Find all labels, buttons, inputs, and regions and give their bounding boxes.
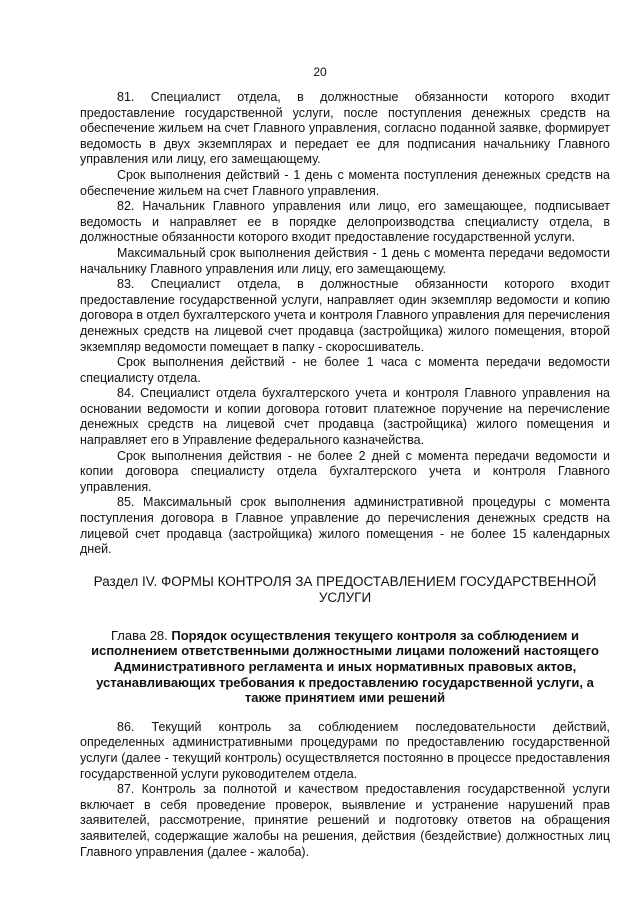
section-title: Раздел IV. ФОРМЫ КОНТРОЛЯ ЗА ПРЕДОСТАВЛЕНИЕМ ГОСУДАРСТВЕННОЙ УСЛУГИ	[93, 573, 597, 605]
paragraph-84: 84. Специалист отдела бухгалтерского учета и контроля Главного управления на основании ведомости и копии договора готовит платежное поручение на перечисление денежных средств на лицевой счет продавца (застройщика) жилого помещения и направляет его в Управление федерального казначейства.	[80, 386, 610, 448]
chapter-title: Порядок осуществления текущего контроля за соблюдением и исполнением ответственными должностными лицами положений настоящего Административного регламента и иных нормативных правовых актов, устанавливающих требования к предоставлению государственной услуги, а также принятием ими решений	[91, 627, 599, 706]
document-body	[80, 90, 610, 860]
page-number: 20	[313, 65, 327, 79]
paragraph-83-deadline: Срок выполнения действий - не более 1 часа с момента передачи ведомости специалисту отдела.	[80, 355, 610, 385]
chapter-prefix: Глава 28.	[110, 627, 172, 643]
paragraph-85: 85. Максимальный срок выполнения административной процедуры с момента поступления договора в Главное управление до перечисления денежных средств на лицевой счет продавца (застройщика) жилого помещения - не более 15 календарных дней.	[80, 495, 610, 557]
chapter-heading	[80, 628, 610, 706]
paragraph-86: 86. Текущий контроль за соблюдением последовательности действий, определенных административными процедурами по предоставлению государственной услуги (далее - текущий контроль) осуществляется постоянно в процессе предоставления государственной услуги руководителем отдела.	[80, 719, 610, 781]
paragraph-83: 83. Специалист отдела, в должностные обязанности которого входит предоставление государственной услуги, направляет один экземпляр ведомости и копию договора в отдел бухгалтерского учета и контроля Главного управления для перечисления денежных средств на лицевой счет продавца (застройщика) жилого помещения, второй экземпляр ведомости помещает в папку - скоросшиватель.	[80, 277, 610, 354]
paragraph-81: 81. Специалист отдела, в должностные обязанности которого входит предоставление государственной услуги, после поступления денежных средств на обеспечение жильем на счет Главного управления, согласно поданной заявке, формирует ведомость в двух экземплярах и передает ее для подписания начальнику Главного управления или лицу, его замещающему.	[80, 90, 610, 167]
paragraph-81-deadline: Срок выполнения действий - 1 день с момента поступления денежных средств на обеспечение жильем на счет Главного управления.	[80, 167, 610, 198]
paragraph-82: 82. Начальник Главного управления или лицо, его замещающее, подписывает ведомость и направляет ее в порядке делопроизводства специалисту отдела, в должностные обязанности которого входит предоставление государственной услуги.	[80, 199, 610, 245]
paragraph-84-deadline: Срок выполнения действия - не более 2 дней с момента передачи ведомости и копии договора специалисту отдела бухгалтерского учета и контроля Главного управления.	[80, 448, 610, 494]
paragraph-82-deadline: Максимальный срок выполнения действия - 1 день с момента передачи ведомости начальнику Главного управления или лицу, его замещающему.	[80, 245, 610, 276]
paragraph-87: 87. Контроль за полнотой и качеством предоставления государственной услуги включает в себя проведение проверок, выявление и устранение нарушений прав заявителей, рассмотрение, принятие решений и подготовку ответов на обращения заявителей, содержащие жалобы на решения, действия (бездействие) должностных лиц Главного управления (далее - жалоба).	[80, 782, 610, 859]
